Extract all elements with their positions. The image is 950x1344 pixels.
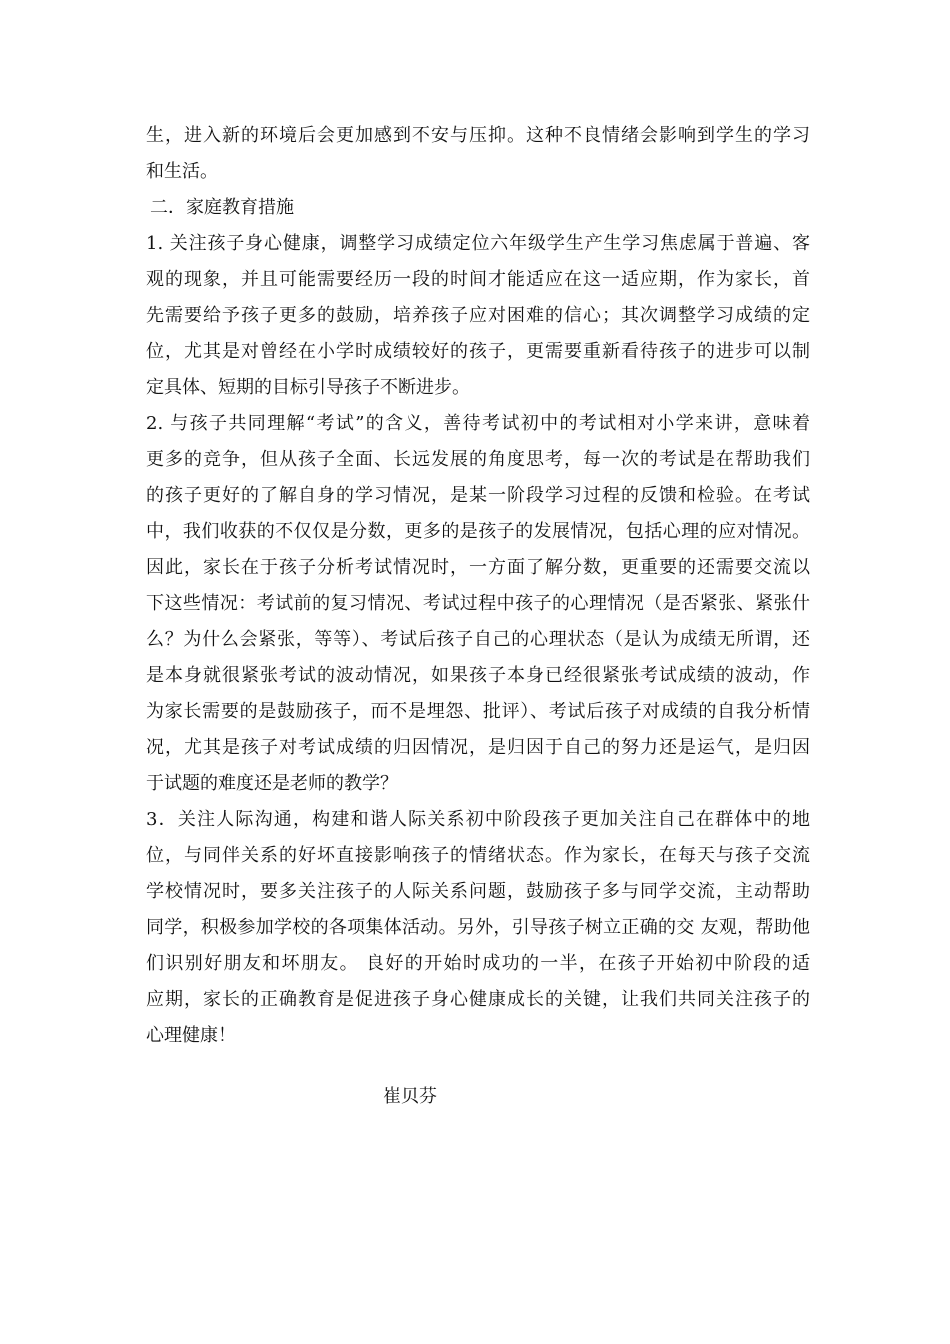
paragraph-line: 更多的竞争，但从孩子全面、长远发展的角度思考，每一次的考试是在帮助我们 — [146, 449, 810, 470]
paragraph-line: 观的现象，并且可能需要经历一段的时间才能适应在这一适应期，作为家长，首 — [146, 269, 810, 290]
paragraph-line: 定具体、短期的目标引导孩子不断进步。 — [146, 377, 470, 398]
paragraph-line: 先需要给予孩子更多的鼓励，培养孩子应对困难的信心；其次调整学习成绩的定 — [146, 305, 810, 326]
paragraph-line: 1. 关注孩子身心健康，调整学习成绩定位六年级学生产生学习焦虑属于普遍、客 — [146, 233, 810, 254]
paragraph-line: 的孩子更好的了解自身的学习情况，是某一阶段学习过程的反馈和检验。在考试 — [146, 485, 810, 506]
paragraph-line: 是本身就很紧张考试的波动情况，如果孩子本身已经很紧张考试成绩的波动，作 — [146, 665, 810, 686]
paragraph-line: 心理健康！ — [146, 1025, 236, 1046]
paragraph-line: 么？为什么会紧张，等等）、考试后孩子自己的心理状态（是认为成绩无所谓，还 — [146, 629, 810, 650]
paragraph-line: 为家长需要的是鼓励孩子，而不是埋怨、批评）、考试后孩子对成绩的自我分析情 — [146, 701, 810, 722]
paragraph-line: 位，与同伴关系的好坏直接影响孩子的情绪状态。作为家长，在每天与孩子交流 — [146, 845, 810, 866]
paragraph-line: 位，尤其是对曾经在小学时成绩较好的孩子，更需要重新看待孩子的进步可以制 — [146, 341, 810, 362]
paragraph-line: 于试题的难度还是老师的教学？ — [146, 773, 398, 794]
paragraph-line: 应期，家长的正确教育是促进孩子身心健康成长的关键，让我们共同关注孩子的 — [146, 989, 810, 1010]
paragraph-line: 因此，家长在于孩子分析考试情况时，一方面了解分数，更重要的还需要交流以 — [146, 557, 810, 578]
paragraph-line: 和生活。 — [146, 161, 218, 182]
paragraph-line: 况，尤其是孩子对考试成绩的归因情况，是归因于自己的努力还是运气，是归因 — [146, 737, 810, 758]
paragraph-line: 下这些情况：考试前的复习情况、考试过程中孩子的心理情况（是否紧张、紧张什 — [146, 593, 810, 614]
paragraph-line: 2. 与孩子共同理解“考试”的含义，善待考试初中的考试相对小学来讲，意味着 — [146, 413, 810, 434]
document-body — [146, 118, 810, 1054]
paragraph-line: 学校情况时，要多关注孩子的人际关系问题，鼓励孩子多与同学交流，主动帮助 — [146, 881, 810, 902]
paragraph-line: 中，我们收获的不仅仅是分数，更多的是孩子的发展情况，包括心理的应对情况。 — [146, 521, 810, 542]
author-signature: 崔贝芬 — [383, 1086, 437, 1107]
paragraph-line: 3．关注人际沟通，构建和谐人际关系初中阶段孩子更加关注自己在群体中的地 — [146, 809, 810, 830]
paragraph-line: 同学，积极参加学校的各项集体活动。另外，引导孩子树立正确的交 友观，帮助他 — [146, 917, 810, 938]
paragraph-line: 生，进入新的环境后会更加感到不安与压抑。这种不良情绪会影响到学生的学习 — [146, 125, 810, 146]
paragraph-line: 们识别好朋友和坏朋友。 良好的开始时成功的一半，在孩子开始初中阶段的适 — [146, 953, 810, 974]
section-heading: 二．家庭教育措施 — [150, 197, 294, 218]
